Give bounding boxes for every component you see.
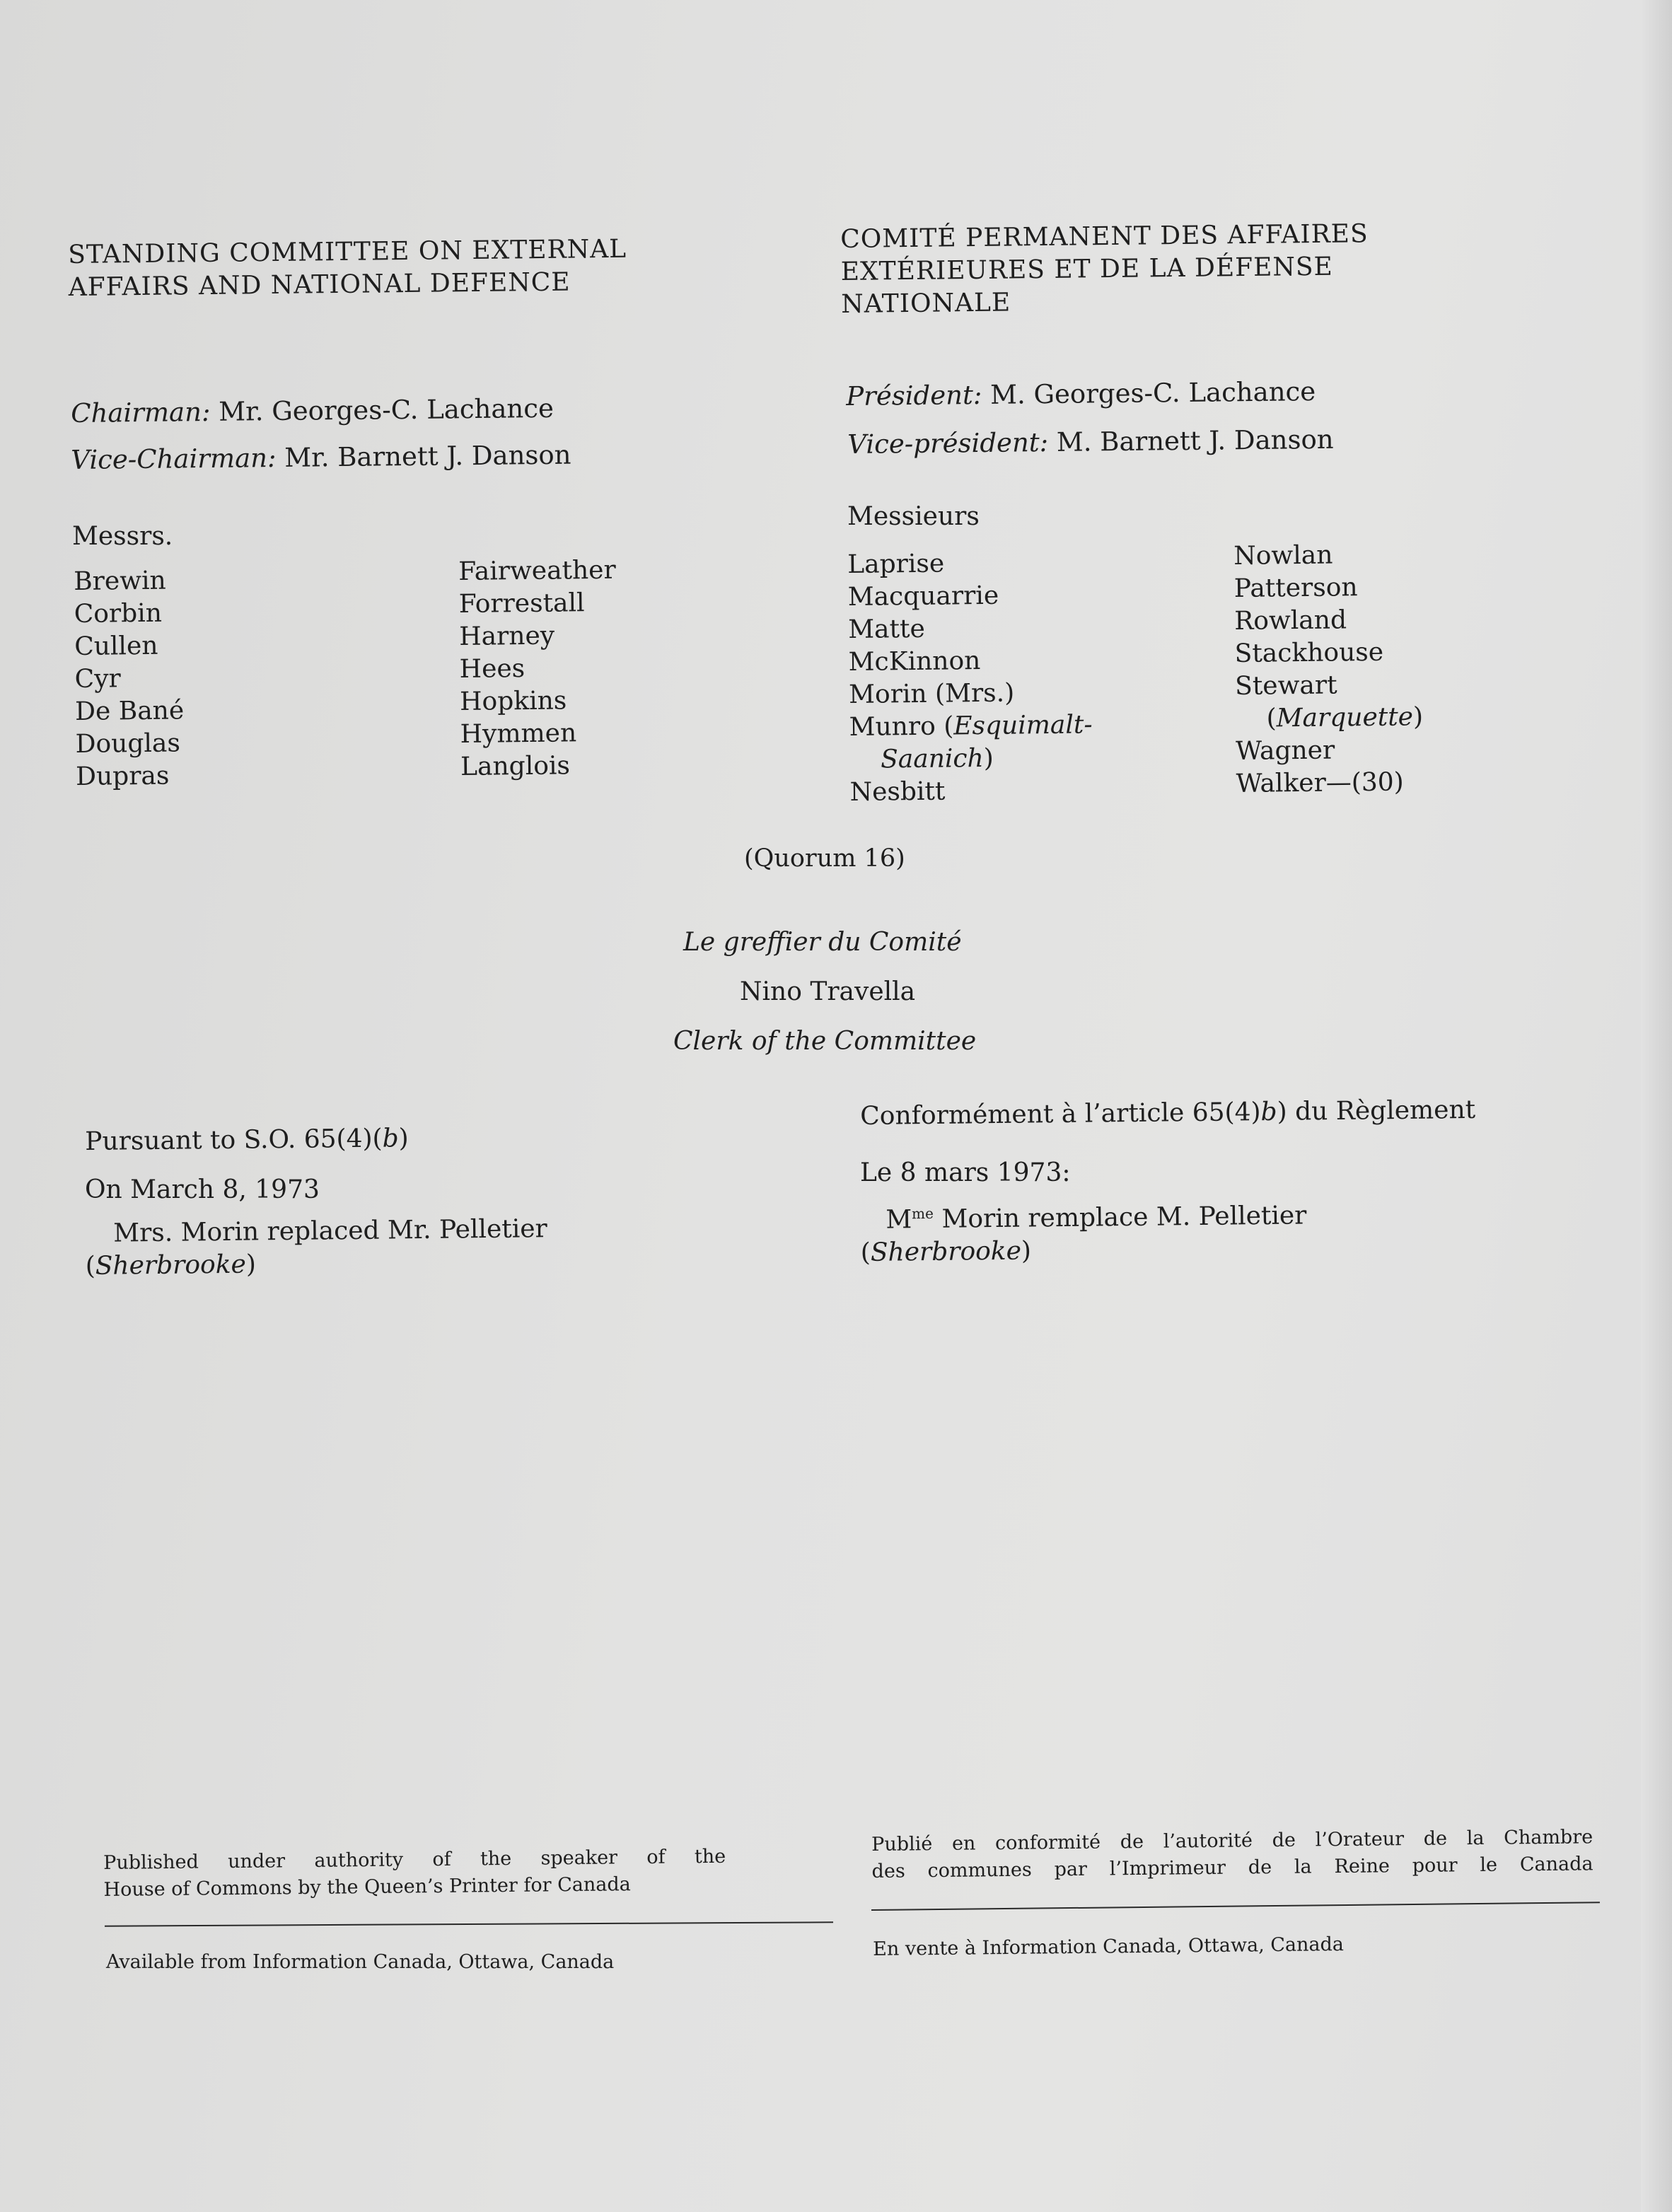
french-date: Le 8 mars 1973:: [860, 1158, 1071, 1187]
english-members-column-1: [74, 564, 185, 793]
member-name: Corbin: [74, 598, 163, 629]
french-vice-president-line: Vice-président: M. Barnett J. Danson: [847, 424, 1334, 460]
member-name: Harney: [458, 621, 555, 651]
french-availability-notice: En vente à Information Canada, Ottawa, Canada: [873, 1933, 1345, 1960]
english-committee-title: STANDING COMMITTEE ON EXTERNAL AFFAIRS AND NATIONAL DEFENCE: [68, 234, 627, 302]
clerk-label-french: Le greffier du Comité: [683, 928, 962, 957]
member-name: Hees: [459, 654, 526, 684]
member-name: Fairweather: [458, 555, 616, 586]
english-footer-divider: [105, 1921, 833, 1926]
member-name: Rowland: [1233, 605, 1347, 636]
member-name: Nowlan: [1233, 540, 1333, 571]
member-name: Cyr: [74, 664, 121, 694]
member-name: De Bané: [74, 696, 185, 726]
member-name: Matte: [847, 614, 925, 644]
member-name: Stewart: [1234, 670, 1337, 701]
member-name: Brewin: [74, 566, 166, 596]
member-name: Nesbitt: [849, 776, 946, 807]
member-name: Cullen: [74, 631, 158, 661]
member-name: Laprise: [847, 549, 945, 579]
french-members-column-1: [847, 546, 1093, 809]
member-name: Stackhouse: [1234, 637, 1384, 668]
english-members-column-2: [458, 554, 618, 784]
french-footer-divider: [871, 1902, 1600, 1911]
english-standing-order: Pursuant to S.O. 65(4)(b): [85, 1124, 409, 1156]
member-name: Wagner: [1235, 735, 1335, 766]
french-members-heading: Messieurs: [847, 502, 980, 531]
french-president-line: Président: M. Georges-C. Lachance: [846, 376, 1316, 412]
quorum-text: (Quorum 16): [744, 844, 905, 873]
english-replacement-note: Mrs. Morin replaced Mr. Pelletier (Sherbrooke): [85, 1214, 547, 1281]
english-availability-notice: Available from Information Canada, Ottawa, Canada: [106, 1951, 615, 1973]
english-chairman-line: Chairman: Mr. Georges-C. Lachance: [71, 392, 555, 429]
member-name-continuation: (Marquette): [1266, 702, 1424, 733]
clerk-name: Nino Travella: [740, 977, 916, 1006]
member-name: Morin (Mrs.): [848, 678, 1015, 709]
member-name: Forrestall: [458, 588, 585, 619]
member-name-continuation: Saanich): [880, 743, 994, 774]
clerk-label-english: Clerk of the Committee: [673, 1027, 977, 1056]
member-name: Dupras: [75, 761, 170, 791]
member-name: Hopkins: [459, 686, 567, 716]
page-edge: [1641, 0, 1672, 2212]
english-date: On March 8, 1973: [85, 1175, 320, 1204]
english-members-heading: Messrs.: [72, 522, 173, 551]
member-name: Patterson: [1233, 573, 1358, 603]
french-publication-notice: Publié en conformité de l’autorité de l’Orateur de la Chambre des communes par l’Imprimeur de la Reine pour le Canada: [871, 1826, 1593, 1882]
french-standing-order: Conformément à l’article 65(4)b) du Règlement: [860, 1095, 1476, 1131]
member-name: McKinnon: [848, 646, 981, 677]
english-publication-notice: Published under authority of the speaker of the House of Commons by the Queen’s Printer for Canada: [103, 1845, 726, 1901]
member-name: Munro (Esquimalt-: [849, 710, 1093, 742]
member-name: Douglas: [75, 728, 181, 759]
member-name: Macquarrie: [847, 581, 999, 612]
french-committee-title: COMITÉ PERMANENT DES AFFAIRES EXTÉRIEURES ET DE LA DÉFENSE NATIONALE: [840, 219, 1369, 319]
french-replacement-note: $M^{me}$ Morin remplace M. Pelletier (Sherbrooke): [860, 1201, 1307, 1267]
member-name: Langlois: [460, 751, 571, 781]
member-name: Walker—(30): [1236, 767, 1404, 798]
english-vice-chairman-line: Vice-Chairman: Mr. Barnett J. Danson: [71, 439, 571, 475]
french-members-column-2: [1233, 538, 1424, 801]
member-name: Hymmen: [460, 718, 577, 749]
